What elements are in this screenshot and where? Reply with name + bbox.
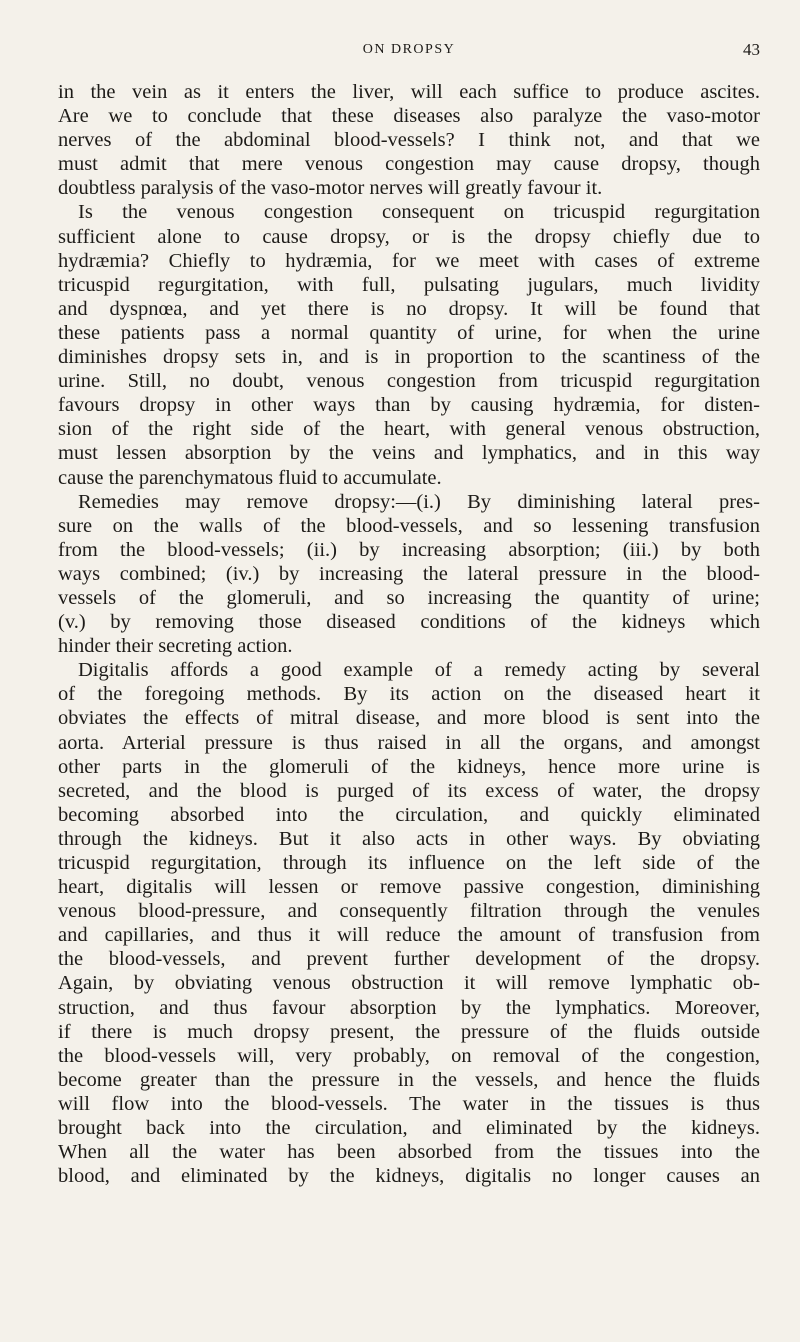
text-line: if there is much dropsy present, the pressure of the fluids outside [58,1020,760,1043]
text-line: aorta. Arterial pressure is thus raised in all the organs, and amongst [58,731,760,754]
text-line: When all the water has been absorbed from the tissues into the [58,1141,760,1164]
text-line: sufficient alone to cause dropsy, or is the dropsy chiefly due to [58,225,760,248]
text-line: become greater than the pressure in the vessels, and hence the fluids [58,1068,760,1091]
text-line: tricuspid regurgitation, through its influence on the left side of the [58,852,760,874]
text-line: these patients pass a normal quantity of urine, for when the urine [58,321,760,344]
text-line: of the foregoing methods. By its action on the diseased heart it [58,683,760,706]
text-line: nerves of the abdominal blood-vessels? I think not, and that we [58,129,760,152]
text-line: must admit that mere venous congestion may cause dropsy, though [58,153,760,176]
text-line: diminishes dropsy sets in, and is in proportion to the scantiness of the [58,346,760,369]
running-head [58,40,760,66]
text-line: blood, and eliminated by the kidneys, digitalis no longer causes an [58,1165,760,1188]
text-line: other parts in the glomeruli of the kidneys, hence more urine is [58,755,760,778]
text-line: from the blood-vessels; (ii.) by increasing absorption; (iii.) by both [58,538,760,561]
text-line: hinder their secreting action. [58,635,293,658]
running-title: ON DROPSY [362,42,456,57]
text-line: venous blood-pressure, and consequently filtration through the venules [58,900,760,923]
text-line: vessels of the glomeruli, and so increasing the quantity of urine; [58,586,760,609]
text-line: favours dropsy in other ways than by causing hydræmia, for disten- [58,394,760,417]
body-text [58,80,760,1188]
paragraph-start-line: Remedies may remove dropsy:—(i.) By diminishing lateral pres- [78,490,760,513]
text-line: obviates the effects of mitral disease, and more blood is sent into the [58,707,760,730]
text-line: (v.) by removing those diseased conditions of the kidneys which [58,611,760,634]
paragraph-start-line: Digitalis affords a good example of a remedy acting by several [78,659,760,682]
text-line: Again, by obviating venous obstruction it will remove lymphatic ob- [58,972,760,995]
text-line: the blood-vessels will, very probably, on removal of the congestion, [58,1044,760,1067]
text-line: cause the parenchymatous fluid to accumulate. [58,466,442,489]
text-line: through the kidneys. But it also acts in other ways. By obviating [58,827,760,850]
text-line: becoming absorbed into the circulation, and quickly eliminated [58,803,760,826]
page-number: 43 [743,40,760,59]
text-line: Are we to conclude that these diseases also paralyze the vaso-motor [58,105,760,128]
text-line: heart, digitalis will lessen or remove passive congestion, diminishing [58,876,760,899]
text-line: must lessen absorption by the veins and lymphatics, and in this way [58,442,760,465]
text-line: hydræmia? Chiefly to hydræmia, for we meet with cases of extreme [58,249,760,272]
text-line: sure on the walls of the blood-vessels, and so lessening transfusion [58,514,760,537]
text-line: and capillaries, and thus it will reduce the amount of transfusion from [58,924,760,947]
text-line: secreted, and the blood is purged of its excess of water, the dropsy [58,779,760,802]
text-line: and dyspnœa, and yet there is no dropsy. It will be found that [58,297,760,320]
text-line: in the vein as it enters the liver, will each suffice to produce ascites. [58,81,760,103]
text-line: sion of the right side of the heart, with general venous obstruction, [58,418,760,441]
text-line: the blood-vessels, and prevent further development of the dropsy. [58,948,760,971]
text-line: doubtless paralysis of the vaso-motor nerves will greatly favour it. [58,177,603,200]
text-line: will flow into the blood-vessels. The water in the tissues is thus [58,1092,760,1115]
paragraph-start-line: Is the venous congestion consequent on tricuspid regurgitation [78,201,760,224]
text-line: tricuspid regurgitation, with full, pulsating jugulars, much lividity [58,273,760,296]
text-line: struction, and thus favour absorption by the lymphatics. Moreover, [58,996,760,1019]
text-line: brought back into the circulation, and eliminated by the kidneys. [58,1117,760,1140]
text-line: ways combined; (iv.) by increasing the lateral pressure in the blood- [58,562,760,585]
text-line: urine. Still, no doubt, venous congestion from tricuspid regurgitation [58,370,760,393]
